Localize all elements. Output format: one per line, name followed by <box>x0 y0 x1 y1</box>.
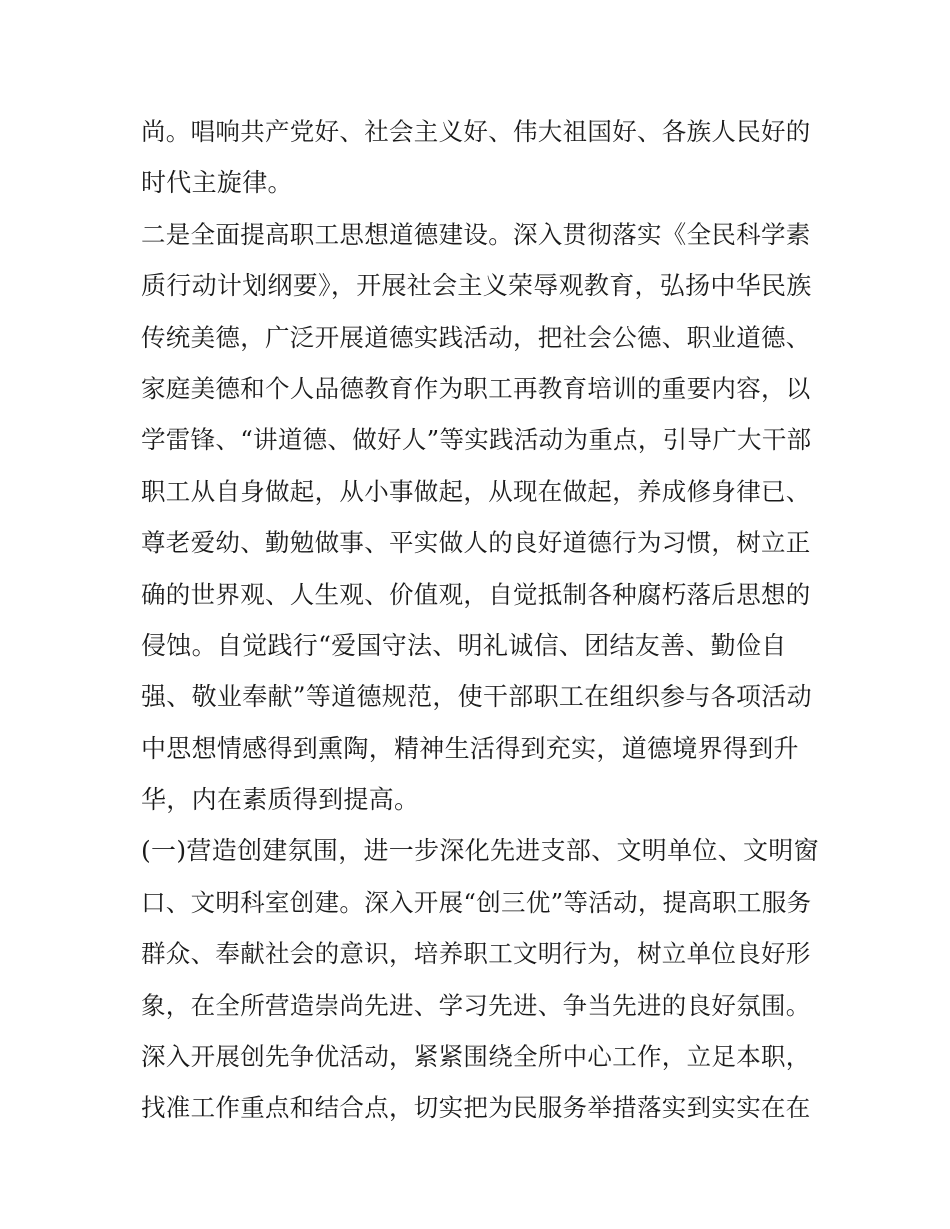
text-line: 二是全面提高职工思想道德建设。深入贯彻落实《全民科学素 <box>141 219 811 249</box>
text-line: 口、文明科室创建。深入开展“创三优”等活动，提高职工服务 <box>141 887 812 917</box>
text-line: 学雷锋、“讲道德、做好人”等实践活动为重点，引导广大干部 <box>141 425 812 455</box>
text-line: 时代主旋律。 <box>141 168 293 198</box>
text-line: 找准工作重点和结合点，切实把为民服务举措落实到实实在在 <box>141 1093 811 1123</box>
text-line: 传统美德，广泛开展道德实践活动，把社会公德、职业道德、 <box>141 322 811 352</box>
text-line: 群众、奉献社会的意识，培养职工文明行为，树立单位良好形 <box>141 939 811 969</box>
text-line: 家庭美德和个人品德教育作为职工再教育培训的重要内容，以 <box>141 373 811 403</box>
text-line: 侵蚀。自觉践行“爱国守法、明礼诚信、团结友善、勤俭自 <box>141 630 787 660</box>
text-line: 中思想情感得到熏陶，精神生活得到充实，道德境界得到升 <box>141 733 799 763</box>
text-line: 尊老爱幼、勤勉做事、平实做人的良好道德行为习惯，树立正 <box>141 528 811 558</box>
text-line: 确的世界观、人生观、价值观，自觉抵制各种腐朽落后思想的 <box>141 579 811 609</box>
text-line: 象，在全所营造崇尚先进、学习先进、争当先进的良好氛围。 <box>141 990 811 1020</box>
text-line: 华，内在素质得到提高。 <box>141 785 420 815</box>
text-line: (一)营造创建氛围，进一步深化先进支部、文明单位、文明窗 <box>141 836 819 866</box>
text-line: 职工从自身做起，从小事做起，从现在做起，养成修身律已、 <box>141 476 811 506</box>
text-line: 质行动计划纲要》，开展社会主义荣辱观教育，弘扬中华民族 <box>141 271 812 301</box>
text-line: 深入开展创先争优活动，紧紧围绕全所中心工作，立足本职， <box>141 1042 811 1072</box>
text-line: 强、敬业奉献”等道德规范，使干部职工在组织参与各项活动 <box>141 682 812 712</box>
body-text <box>141 106 821 1134</box>
text-line: 尚。唱响共产党好、社会主义好、伟大祖国好、各族人民好的 <box>141 117 811 146</box>
